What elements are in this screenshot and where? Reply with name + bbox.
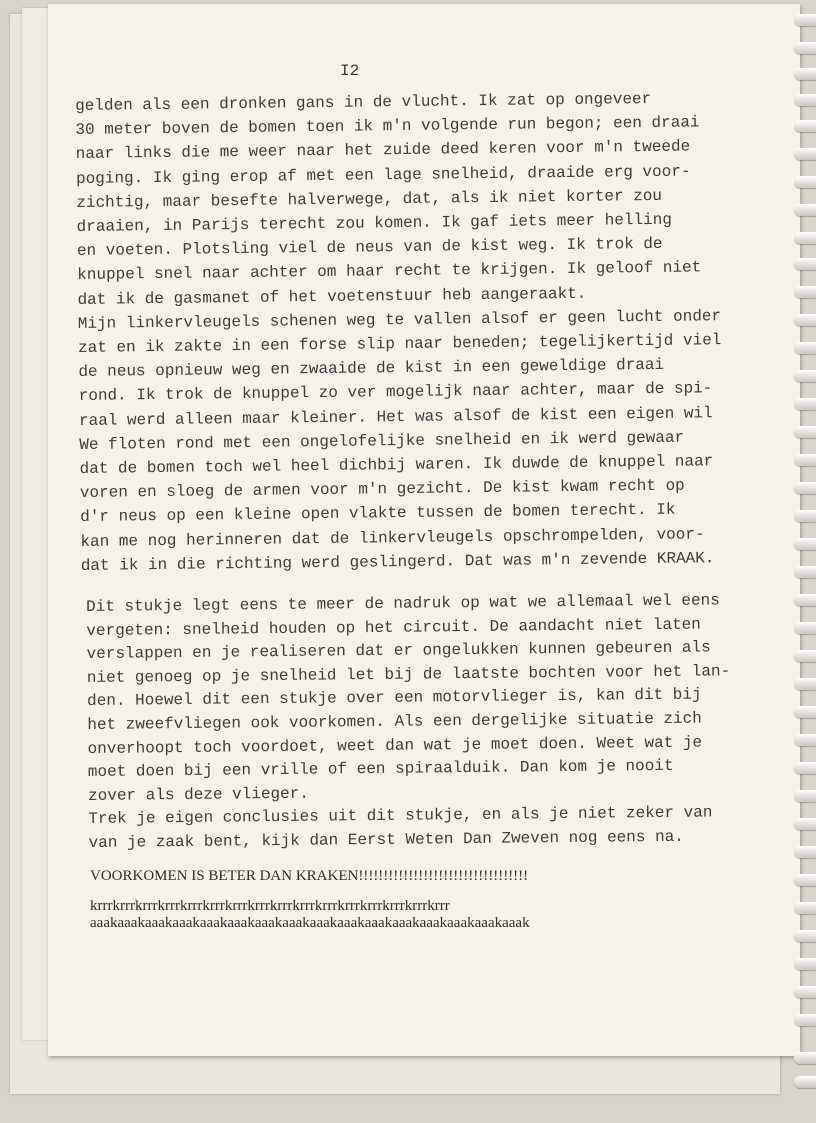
text-line: poging. Ik ging erop af met een lage snelheid, draaide erg voor- [75, 162, 691, 188]
text-line: Dit stukje legt eens te meer de nadruk op wat we allemaal wel eens [86, 591, 720, 616]
text-line: d'r neus op een kleine open vlakte tussen de bomen terecht. Ik [80, 501, 676, 527]
text-line: en voeten. Plotsling viel de neus van de kist weg. Ik trok de [76, 235, 663, 261]
binding-ring [794, 594, 816, 606]
binding-ring [794, 1052, 816, 1064]
kaaak-line: aaakaaakaaakaaakaaakaaakaaakaaakaaakaaakaaakaaakaaakaaakaaakaaak [90, 915, 530, 931]
text-line: de neus opnieuw weg en zwaaide de kist in een geweldige draai [78, 356, 665, 382]
binding-ring [794, 510, 816, 522]
paragraph-1 [75, 85, 781, 578]
binding-ring [794, 958, 816, 970]
text-line: knuppel snel naar achter om haar recht te krijgen. Ik geloof niet [77, 258, 702, 285]
text-line: Trek je eigen conclusies uit dit stukje, en als je niet zeker van [88, 803, 713, 829]
text-line: naar links die me weer naar het zuide deed keren voor m'n tweede [75, 137, 691, 164]
binding-ring [794, 622, 816, 634]
binding-ring [794, 986, 816, 998]
text-line: kan me nog herinneren dat de linkervleugels opschrompelden, voor- [80, 524, 705, 551]
binding-ring [794, 42, 816, 54]
text-line: verslappen en je realiseren dat er ongelukken kunnen gebeuren als [86, 638, 711, 664]
text-line: den. Hoewel dit een stukje over een motorvlieger is, kan dit bij [87, 685, 702, 711]
binding-ring [794, 818, 816, 830]
text-line: voren en sloeg de armen voor m'n gezicht. De kist kwam recht op [79, 476, 685, 503]
text-line: onverhoopt toch voordoet, weet dan wat je moet doen. Weet wat je [87, 733, 703, 758]
text-line: gelden als een dronken gans in de vlucht. Ik zat op ongeveer [75, 89, 652, 115]
binding-ring [794, 482, 816, 494]
binding-ring [794, 232, 816, 244]
binding-ring [794, 734, 816, 746]
binding-ring [794, 120, 816, 132]
krrr-onomatopoeia [90, 898, 530, 932]
text-line: We floten rond met een ongelofelijke snelheid en ik werd gewaar [79, 428, 685, 454]
binding-ring [794, 398, 816, 410]
text-line: dat ik de gasmanet of het voetenstuur heb aangeraakt. [77, 284, 587, 309]
binding-ring [794, 14, 816, 26]
text-line: Mijn linkervleugels schenen weg te vallen alsof er geen lucht onder [77, 306, 722, 333]
binding-ring [794, 1076, 816, 1088]
text-line: dat ik in die richting werd geslingerd. Dat was m'n zevende KRAAK. [80, 549, 715, 575]
binding-ring [794, 846, 816, 858]
binding-ring [794, 678, 816, 690]
binding-ring [794, 370, 816, 382]
binding-ring [794, 426, 816, 438]
text-line: van je zaak bent, kijk dan Eerst Weten Dan Zweven nog eens na. [88, 827, 684, 852]
binding-ring [794, 1014, 816, 1026]
binding-ring [794, 342, 816, 354]
binding-ring [794, 706, 816, 718]
binding-ring [794, 94, 816, 106]
binding-ring [794, 68, 816, 80]
text-line: het zweefvliegen ook voorkomen. Als een dergelijke situatie zich [87, 709, 702, 734]
binding-ring [794, 902, 816, 914]
text-line: vergeten: snelheid houden op het circuit. De aandacht niet laten [86, 615, 701, 640]
binding-ring [794, 204, 816, 216]
text-line: moet doen bij een vrille of een spiraalduik. Dan kom je nooit [87, 757, 674, 782]
binding-ring [794, 148, 816, 160]
binding-ring [794, 538, 816, 550]
spiral-binding [794, 0, 816, 1123]
text-line: zichtig, maar besefte halverwege, dat, als ik niet korter zou [76, 186, 663, 212]
text-line: niet genoeg op je snelheid let bij de laatste bochten voor het lan- [86, 662, 731, 687]
binding-ring [794, 790, 816, 802]
text-line: zat en ik zakte in een forse slip naar beneden; tegelijkertijd viel [77, 331, 722, 358]
text-line: draaien, in Parijs terecht zou komen. Ik gaf iets meer helling [76, 210, 672, 237]
text-line: rond. Ik trok de knuppel zo ver mogelijk naar achter, maar de spi- [78, 379, 713, 406]
binding-ring [794, 930, 816, 942]
binding-ring [794, 566, 816, 578]
text-line: raal werd alleen maar kleiner. Het was alsof de kist een eigen wil [78, 403, 713, 430]
binding-ring [794, 286, 816, 298]
text-line: zover als deze vlieger. [87, 784, 310, 805]
binding-ring [794, 650, 816, 662]
binding-ring [794, 762, 816, 774]
binding-ring [794, 176, 816, 188]
text-line: dat de bomen toch wel heel dichbij waren. Ik duwde de knuppel naar [79, 452, 714, 479]
paragraph-2 [86, 589, 789, 856]
binding-ring [794, 314, 816, 326]
page-number: I2 [340, 62, 360, 80]
shout-line: VOORKOMEN IS BETER DAN KRAKEN!!!!!!!!!!!!!!!!!!!!!!!!!!!!!!!!!! [90, 868, 529, 884]
binding-ring [794, 258, 816, 270]
krrr-line: krrrkrrrkrrrkrrrkrrrkrrrkrrrkrrrkrrrkrrrkrrrkrrrkrrrkrrrkrrrkrrr [90, 898, 450, 914]
binding-ring [794, 454, 816, 466]
binding-ring [794, 874, 816, 886]
text-line: 30 meter boven de bomen toen ik m'n volgende run begon; een draai [75, 113, 700, 140]
